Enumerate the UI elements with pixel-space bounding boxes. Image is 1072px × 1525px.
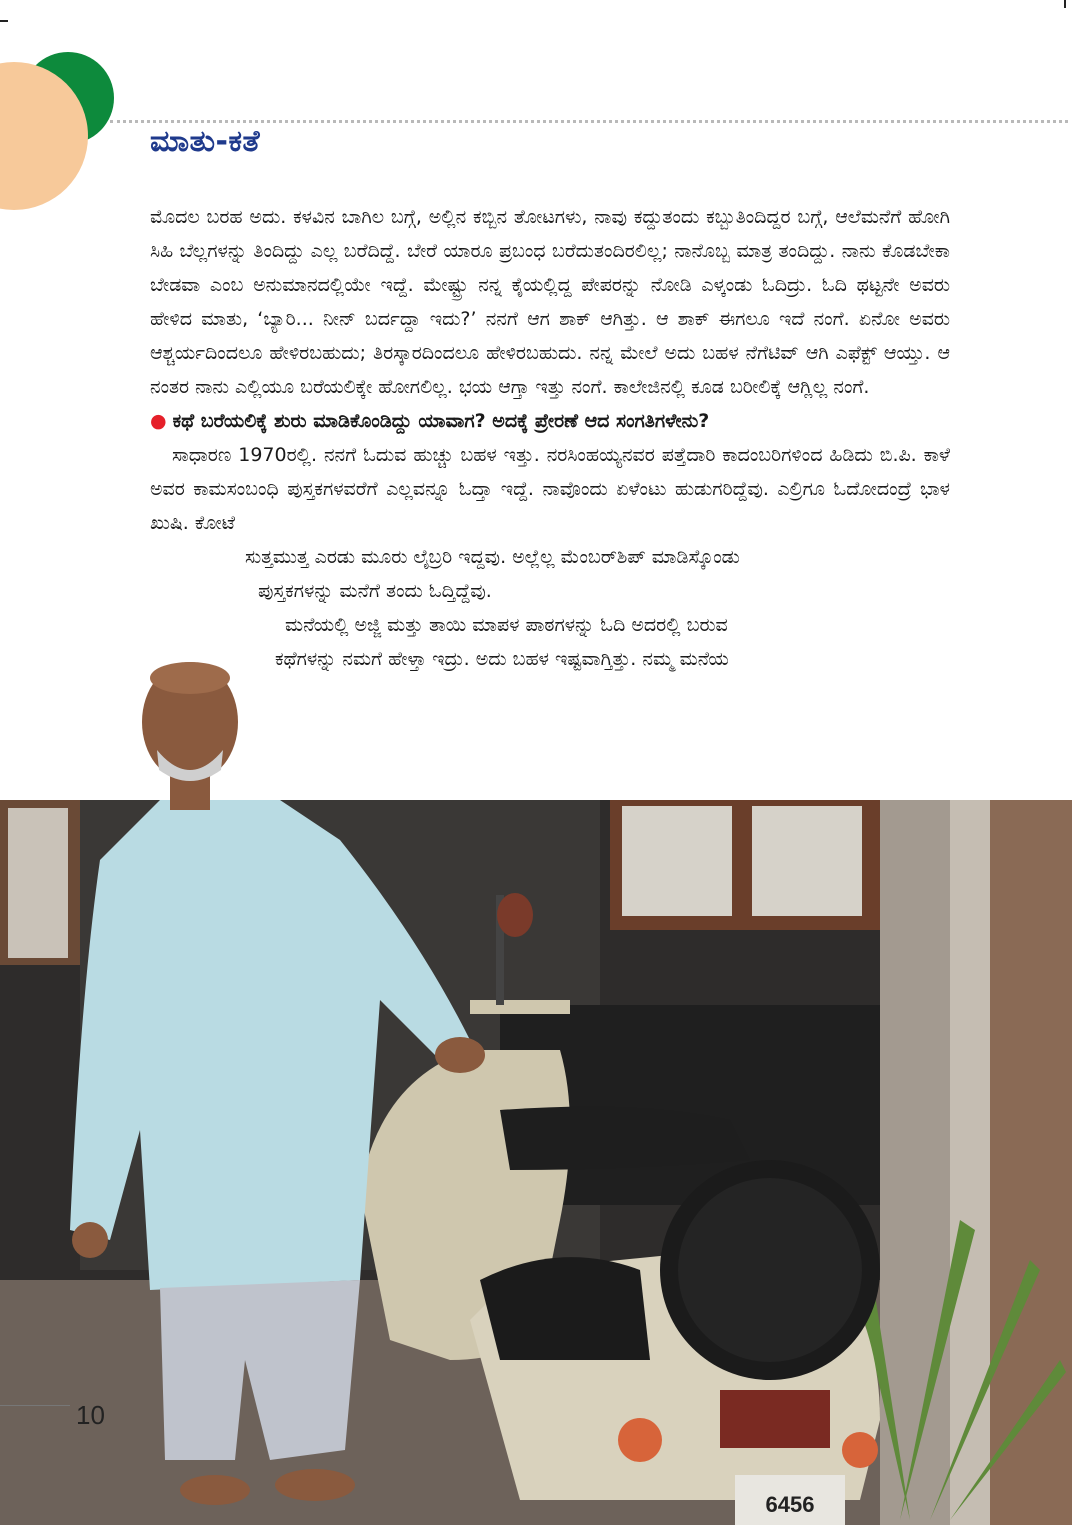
answer-wrap-line: ಪುಸ್ತಕಗಳನ್ನು ಮನೆಗೆ ತಂದು ಓದ್ತಿದ್ದೆವು.	[258, 580, 492, 602]
bullet-icon: ●	[150, 410, 167, 432]
photo-man-with-scooter	[0, 800, 1072, 1525]
answer-wrap-line: ಮನೆಯಲ್ಲಿ ಅಜ್ಜಿ ಮತ್ತು ತಾಯಿ ಮಾಪಳ ಪಾಠಗಳನ್ನು ಓದಿ ಅದರಲ್ಲಿ ಬರುವ	[285, 614, 728, 636]
crop-mark	[0, 20, 8, 22]
answer-wrap-line: ಸುತ್ತಮುತ್ತ ಎರಡು ಮೂರು ಲೈಬ್ರರಿ ಇದ್ದವು. ಅಲ್ಲೆಲ್ಲ ಮೆಂಬರ್‌ಶಿಪ್ ಮಾಡಿಸ್ಕೊಂಡು	[245, 546, 740, 568]
page-number-rule	[0, 1405, 70, 1406]
answer-wrap-line: ಕಥೆಗಳನ್ನು ನಮಗೆ ಹೇಳ್ತಾ ಇದ್ರು. ಅದು ಬಹಳ ಇಷ್ಟವಾಗ್ತಿತ್ತು. ನಮ್ಮ ಮನೆಯ	[275, 648, 729, 670]
photo-man-head	[135, 660, 245, 810]
interview-question	[150, 404, 950, 438]
section-title: ಮಾತು-ಕತೆ	[150, 124, 261, 159]
header-dotted-rule	[110, 120, 1068, 123]
page-number: 10	[76, 1400, 105, 1430]
article-body	[150, 200, 950, 676]
article-paragraph: ಮೊದಲ ಬರಹ ಅದು. ಕಳವಿನ ಬಾಗಿಲ ಬಗ್ಗೆ, ಅಲ್ಲಿನ ಕಬ್ಬಿನ ತೋಟಗಳು, ನಾವು ಕದ್ದುತಂದು ಕಬ್ಬುತಿಂದಿದ್ದರ ಬಗ್ಗೆ, ಆಲೆಮನೆಗೆ ಹೋಗಿ ಸಿಹಿ ಬೆಲ್ಲಗಳನ್ನು ತಿಂದಿದ್ದು ಎಲ್ಲ ಬರೆದಿದ್ದೆ. ಬೇರೆ ಯಾರೂ ಪ್ರಬಂಧ ಬರೆದುತಂದಿರಲಿಲ್ಲ; ನಾನೊಬ್ಬ ಮಾತ್ರ ತಂದಿದ್ದು. ನಾನು ಕೊಡಬೇಕಾ ಬೇಡವಾ ಎಂಬ ಅನುಮಾನದಲ್ಲಿಯೇ ಇದ್ದೆ. ಮೇಷ್ಟ್ರು ನನ್ನ ಕೈಯಲ್ಲಿದ್ದ ಪೇಪರನ್ನು ನೋಡಿ ಎಳ್ಕಂಡು ಓದಿದ್ರು. ಓದಿ ಥಟ್ಟನೇ ಅವರು ಹೇಳಿದ ಮಾತು, ‘ಬ್ಯಾರಿ... ನೀನ್ ಬರ್ದದ್ದಾ ಇದು?’ ನನಗೆ ಆಗ ಶಾಕ್ ಆಗಿತ್ತು. ಆ ಶಾಕ್ ಈಗಲೂ ಇದೆ ನಂಗೆ. ಏನೋ ಅವರು ಆಶ್ಚರ್ಯದಿಂದಲೂ ಹೇಳಿರಬಹುದು; ತಿರಸ್ಕಾರದಿಂದಲೂ ಹೇಳಿರಬಹುದು. ನನ್ನ ಮೇಲೆ ಅದು ಬಹಳ ನೆಗೆಟಿವ್ ಆಗಿ ಎಫೆಕ್ಟ್ ಆಯ್ತು. ಆ ನಂತರ ನಾನು ಎಲ್ಲಿಯೂ ಬರೆಯಲಿಕ್ಕೇ ಹೋಗಲಿಲ್ಲ. ಭಯ ಆಗ್ತಾ ಇತ್ತು ನಂಗೆ. ಕಾಲೇಜಿನಲ್ಲಿ ಕೂಡ ಬರೀಲಿಕ್ಕೆ ಆಗ್ಲಿಲ್ಲ ನಂಗೆ.	[150, 206, 950, 398]
question-text: ಕಥೆ ಬರೆಯಲಿಕ್ಕೆ ಶುರು ಮಾಡಿಕೊಂಡಿದ್ದು ಯಾವಾಗ? ಅದಕ್ಕೆ ಪ್ರೇರಣೆ ಆದ ಸಂಗತಿಗಳೇನು?	[172, 410, 710, 432]
license-plate-text: 6456	[765, 1492, 815, 1517]
crop-mark	[1064, 0, 1066, 8]
answer-paragraph: ಸಾಧಾರಣ 1970ರಲ್ಲಿ. ನನಗೆ ಓದುವ ಹುಚ್ಚು ಬಹಳ ಇತ್ತು. ನರಸಿಂಹಯ್ಯನವರ ಪತ್ತೆದಾರಿ ಕಾದಂಬರಿಗಳಿಂದ ಹಿಡಿದು ಬಿ.ಪಿ. ಕಾಳೆ ಅವರ ಕಾಮಸಂಬಂಧಿ ಪುಸ್ತಕಗಳವರೆಗೆ ಎಲ್ಲವನ್ನೂ ಓದ್ತಾ ಇದ್ದೆ. ನಾವೊಂದು ಏಳೆಂಟು ಹುಡುಗರಿದ್ದೆವು. ಎಲ್ರಿಗೂ ಓದೋದಂದ್ರೆ ಭಾಳ ಖುಷಿ. ಕೋಟೆ	[150, 444, 950, 534]
